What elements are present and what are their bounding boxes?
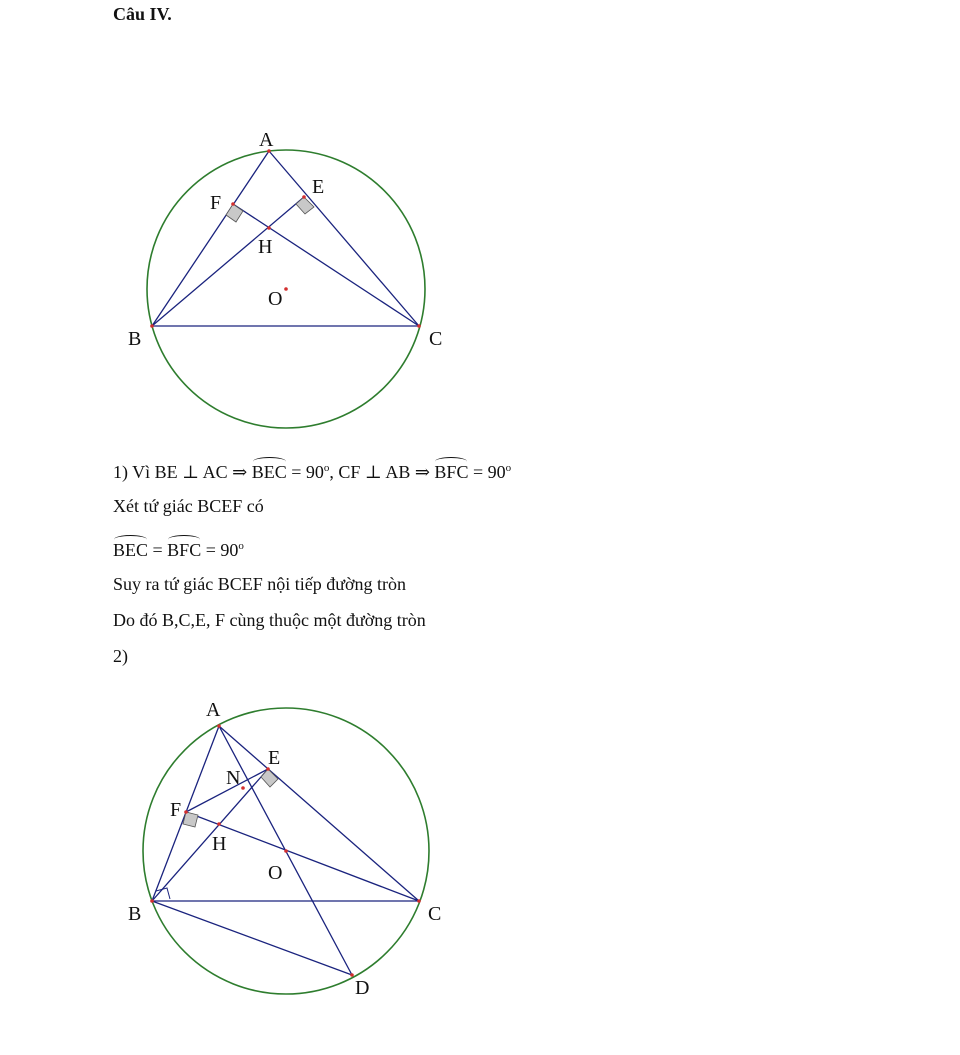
point-b: [150, 899, 154, 903]
section-heading: Câu IV.: [113, 4, 172, 24]
right-angle-mark-f: [183, 812, 198, 827]
degree-sign: o: [238, 540, 244, 552]
point-h: [217, 822, 221, 826]
text-run: 1) Vì BE ⊥ AC ⇒: [113, 462, 252, 482]
arc-angle: BEC: [113, 540, 149, 560]
label-o: O: [268, 288, 283, 310]
label-n: N: [226, 767, 241, 789]
label-e: E: [268, 747, 281, 769]
segment-be: [152, 769, 268, 901]
label-c: C: [429, 328, 443, 350]
text-run: = 90: [201, 540, 239, 560]
segment-bd: [152, 901, 352, 975]
arc-angle: BFC: [167, 540, 202, 560]
label-d: D: [355, 977, 370, 999]
proof-line-6: 2): [113, 646, 128, 666]
label-c: C: [428, 903, 442, 925]
proof-line-5: Do đó B,C,E, F cùng thuộc một đường tròn: [113, 610, 426, 630]
label-f: F: [210, 192, 222, 214]
point-c: [417, 899, 421, 903]
text-run: = 90: [286, 462, 324, 482]
point-o: [284, 849, 288, 853]
text-run: = 90: [468, 462, 506, 482]
point-d: [350, 973, 354, 977]
label-e: E: [312, 176, 325, 198]
degree-sign: o: [323, 462, 330, 474]
point-a: [217, 724, 221, 728]
label-b: B: [128, 328, 142, 350]
text-run: , CF ⊥ AB ⇒: [329, 462, 435, 482]
label-h: H: [258, 236, 273, 258]
label-a: A: [259, 129, 274, 151]
label-o: O: [268, 862, 283, 884]
degree-sign: o: [505, 462, 512, 474]
text-run: =: [148, 540, 168, 560]
label-h: H: [212, 833, 227, 855]
proof-line-2: Xét tứ giác BCEF có: [113, 496, 264, 516]
label-b: B: [128, 903, 142, 925]
arc-angle: BFC: [434, 462, 469, 482]
point-n: [241, 786, 245, 790]
label-f: F: [170, 799, 182, 821]
proof-line-4: Suy ra tứ giác BCEF nội tiếp đường tròn: [113, 574, 407, 594]
arc-angle: BEC: [251, 462, 287, 482]
point-f: [184, 810, 188, 814]
segment-cf: [186, 812, 419, 901]
label-a: A: [206, 699, 221, 721]
